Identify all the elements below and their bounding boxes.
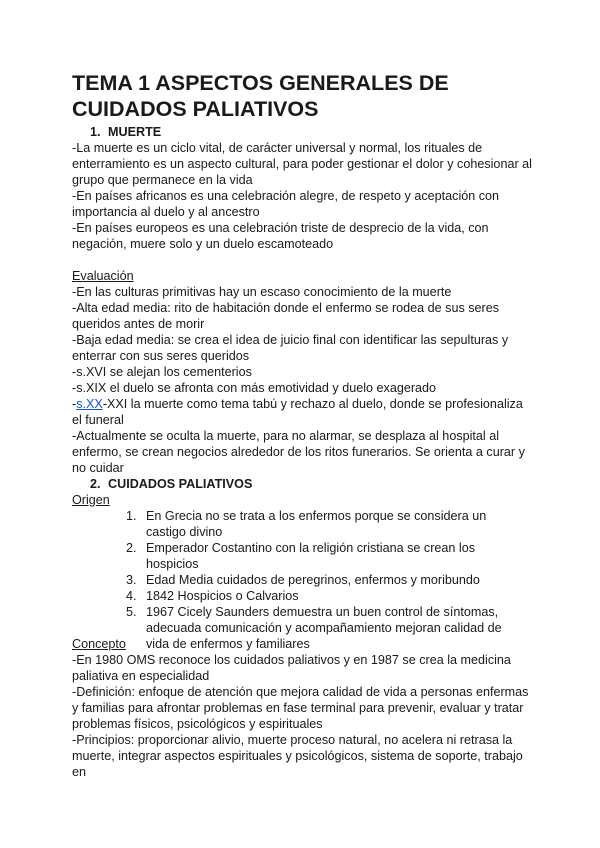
list-text: 1967 Cicely Saunders demuestra un buen control de síntomas, adecuada comunicación y acompañamiento mejoran calidad de vida de enfermos y familiares: [146, 605, 502, 651]
list-item: [126, 540, 526, 572]
document-title: TEMA 1 ASPECTOS GENERALES DE CUIDADOS PALIATIVOS: [72, 71, 449, 121]
list-text: Edad Media cuidados de peregrinos, enfermos y moribundo: [146, 573, 480, 587]
subheading-concepto: Concepto: [72, 637, 126, 651]
blank-line: [72, 252, 532, 268]
paragraph: -Baja edad media: se crea el idea de juicio final con identificar las sepulturas y enterrar con sus seres queridos: [72, 333, 509, 363]
line-rest: -XXI la muerte como tema tabú y rechazo al duelo, donde se profesionaliza el funeral: [72, 397, 523, 427]
paragraph: -s.XIX el duelo se afronta con más emotividad y duelo exagerado: [72, 381, 437, 395]
list-item: [126, 588, 526, 604]
list-text: 1842 Hospicios o Calvarios: [146, 589, 299, 603]
paragraph: -Definición: enfoque de atención que mejora calidad de vida a personas enfermas y familias para afrontar problemas en fase terminal para prevenir, evaluar y tratar problemas físicos, psicológicos y espirituales: [72, 685, 529, 731]
subheading-evaluacion: Evaluación: [72, 269, 134, 283]
list-number: 3.: [126, 573, 137, 587]
section-heading-muerte: [90, 124, 161, 140]
subheading-origen: Origen: [72, 493, 110, 507]
list-item: [126, 508, 526, 540]
section-number: 2.: [90, 477, 101, 491]
paragraph: -Principios: proporcionar alivio, muerte proceso natural, no acelera ni retrasa la muerte, integrar aspectos espirituales y psicológicos, sistema de soporte, trabajo en: [72, 733, 523, 779]
list-number: 4.: [126, 589, 137, 603]
paragraph: -La muerte es un ciclo vital, de carácter universal y normal, los rituales de enterramiento es un aspecto cultural, para poder gestionar el dolor y cohesionar al grupo que permanece en la vida: [72, 141, 532, 187]
list-item: [126, 572, 526, 588]
list-text: Emperador Costantino con la religión cristiana se crean los hospicios: [146, 541, 476, 571]
section-heading-cuidados-paliativos: [90, 476, 252, 492]
section-heading-text: CUIDADOS PALIATIVOS: [108, 477, 253, 491]
paragraph: -s.XVI se alejan los cementerios: [72, 365, 252, 379]
paragraph: -En 1980 OMS reconoce los cuidados paliativos y en 1987 se crea la medicina paliativa en especialidad: [72, 653, 511, 683]
section-concepto-body: [72, 636, 532, 780]
paragraph: -Alta edad media: rito de habitación donde el enfermo se rodea de sus seres queridos antes de morir: [72, 301, 500, 331]
paragraph: [72, 396, 532, 428]
sxx-link[interactable]: s.XX: [76, 397, 103, 411]
list-text: En Grecia no se trata a los enfermos porque se considera un castigo divino: [146, 509, 487, 539]
list-number: 2.: [126, 541, 137, 555]
list-number: 5.: [126, 605, 137, 619]
line-prefix: -: [72, 397, 77, 411]
paragraph: -En las culturas primitivas hay un escaso conocimiento de la muerte: [72, 285, 452, 299]
list-number: 1.: [126, 509, 137, 523]
section-heading-text: MUERTE: [108, 125, 162, 139]
section-number: 1.: [90, 125, 101, 139]
subheading-origen-wrap: [72, 492, 532, 508]
origen-list: [126, 508, 526, 652]
paragraph: -En países africanos es una celebración alegre, de respeto y aceptación con importancia al duelo y al ancestro: [72, 189, 500, 219]
paragraph: -En países europeos es una celebración triste de desprecio de la vida, con negación, muere solo y un duelo escamoteado: [72, 221, 489, 251]
paragraph: -Actualmente se oculta la muerte, para no alarmar, se desplaza al hospital al enfermo, se crean negocios alrededor de los ritos funerarios. Se orienta a curar y no cuidar: [72, 429, 525, 475]
section-muerte-body: [72, 140, 532, 476]
